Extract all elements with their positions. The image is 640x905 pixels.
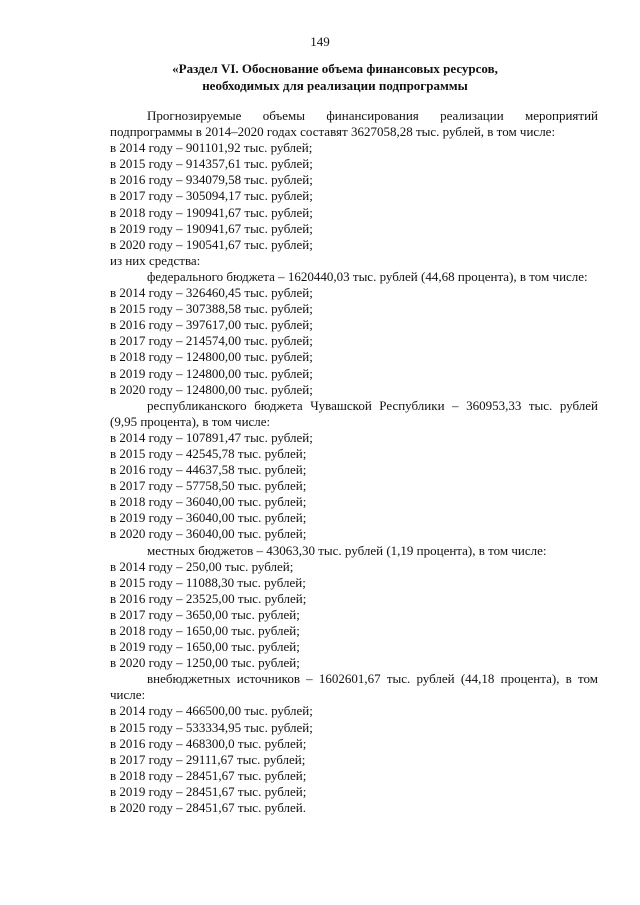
of-them-label: из них средства: — [110, 252, 201, 268]
total-by-year-list — [110, 140, 598, 253]
year-line: в 2015 году – 42545,78 тыс. рублей; — [110, 445, 307, 461]
year-line: в 2017 году – 3650,00 тыс. рублей; — [110, 606, 300, 622]
year-line: в 2015 году – 533334,95 тыс. рублей; — [110, 719, 313, 735]
page-number: 149 — [310, 34, 330, 49]
year-line: в 2019 году – 36040,00 тыс. рублей; — [110, 510, 307, 526]
year-line: в 2020 году – 124800,00 тыс. рублей; — [110, 381, 313, 397]
year-line: в 2016 году – 23525,00 тыс. рублей; — [110, 590, 307, 606]
year-line: в 2016 году – 468300,0 тыс. рублей; — [110, 735, 307, 751]
year-line: в 2014 году – 107891,47 тыс. рублей; — [110, 429, 313, 445]
local-header: местных бюджетов – 43063,30 тыс. рублей (1,19 процента), в том числе: — [147, 542, 547, 558]
federal-year-list — [110, 285, 598, 398]
year-line: в 2016 году – 397617,00 тыс. рублей; — [110, 317, 313, 333]
year-line: в 2018 году – 36040,00 тыс. рублей; — [110, 494, 307, 510]
local-year-list — [110, 559, 598, 672]
document-body — [110, 108, 598, 816]
extrabudgetary-header: внебюджетных источников – 1602601,67 тыс. рублей (44,18 процента), в том числе: — [110, 671, 598, 703]
extrabudgetary-year-list — [110, 703, 598, 816]
year-line: в 2015 году – 11088,30 тыс. рублей; — [110, 574, 306, 590]
year-line: в 2017 году – 57758,50 тыс. рублей; — [110, 478, 307, 494]
republican-year-list — [110, 430, 598, 543]
year-line: в 2014 году – 466500,00 тыс. рублей; — [110, 703, 313, 719]
year-line: в 2019 году – 28451,67 тыс. рублей; — [110, 783, 307, 799]
year-line: в 2020 году – 28451,67 тыс. рублей. — [110, 800, 306, 816]
year-line: в 2014 году – 326460,45 тыс. рублей; — [110, 285, 313, 301]
year-line: в 2015 году – 914357,61 тыс. рублей; — [110, 156, 313, 172]
section-title-line-1: «Раздел VI. Обоснование объема финансовых ресурсов, — [172, 61, 498, 76]
year-line: в 2018 году – 1650,00 тыс. рублей; — [110, 623, 300, 638]
section-title-line-2: необходимых для реализации подпрограммы — [202, 78, 468, 93]
year-line: в 2017 году – 214574,00 тыс. рублей; — [110, 333, 313, 349]
year-line: в 2020 году – 190541,67 тыс. рублей; — [110, 236, 313, 252]
year-line: в 2017 году – 29111,67 тыс. рублей; — [110, 751, 306, 767]
year-line: в 2014 году – 901101,92 тыс. рублей; — [110, 140, 313, 156]
year-line: в 2020 году – 1250,00 тыс. рублей; — [110, 655, 300, 671]
year-line: в 2019 году – 1650,00 тыс. рублей; — [110, 639, 300, 655]
year-line: в 2018 году – 124800,00 тыс. рублей; — [110, 349, 313, 365]
republican-header: республиканского бюджета Чувашской Республики – 360953,33 тыс. рублей (9,95 процента), в том числе: — [110, 397, 598, 429]
year-line: в 2018 году – 190941,67 тыс. рублей; — [110, 204, 313, 220]
year-line: в 2019 году – 190941,67 тыс. рублей; — [110, 220, 313, 236]
year-line: в 2016 году – 934079,58 тыс. рублей; — [110, 172, 313, 188]
year-line: в 2014 году – 250,00 тыс. рублей; — [110, 558, 294, 574]
section-title — [110, 60, 560, 94]
year-line: в 2015 году – 307388,58 тыс. рублей; — [110, 301, 313, 317]
year-line: в 2020 году – 36040,00 тыс. рублей; — [110, 526, 307, 542]
year-line: в 2017 году – 305094,17 тыс. рублей; — [110, 188, 313, 204]
federal-header: федерального бюджета – 1620440,03 тыс. рублей (44,68 процента), в том числе: — [147, 268, 588, 284]
year-line: в 2019 году – 124800,00 тыс. рублей; — [110, 365, 313, 381]
intro-paragraph: Прогнозируемые объемы финансирования реализации мероприятий подпрограммы в 2014–2020 годах составят 3627058,28 тыс. рублей, в том числе: — [110, 108, 598, 140]
year-line: в 2016 году – 44637,58 тыс. рублей; — [110, 462, 307, 478]
year-line: в 2018 году – 28451,67 тыс. рублей; — [110, 767, 307, 783]
